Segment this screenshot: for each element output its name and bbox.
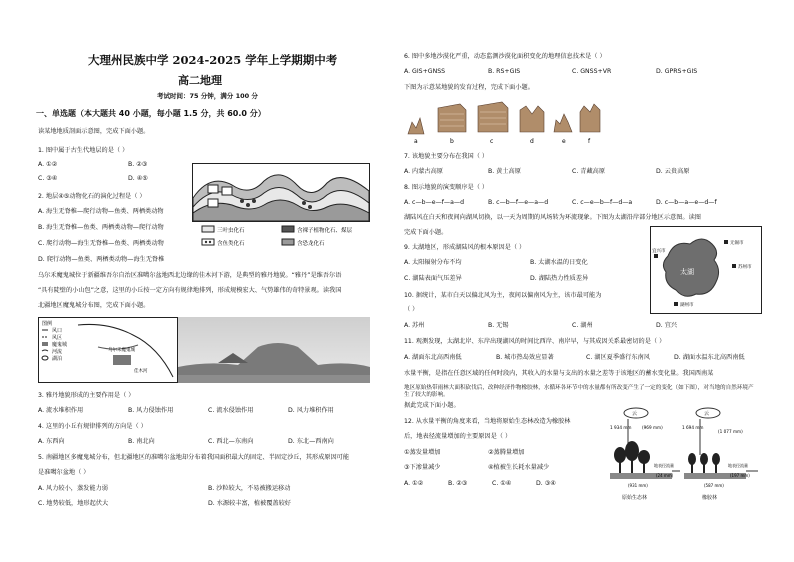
q8-stem: 8. 图示地貌的演变顺序是（ ） <box>404 184 489 191</box>
q11-option-c[interactable]: C. 湖区夏季盛行东南风 <box>586 354 650 361</box>
fig5-axis-left: 地表径流量 <box>654 463 674 468</box>
q10-option-c[interactable]: C. 湖州 <box>572 322 593 329</box>
section-title: 一、单选题（本大题共 40 小题，每小题 1.5 分，共 60.0 分） <box>36 109 266 118</box>
passage3-line-2: 完成下面小题。 <box>404 229 448 236</box>
q4-option-d[interactable]: D. 东北—西南向 <box>288 438 334 445</box>
q9-option-b[interactable]: B. 太湖水温的日变化 <box>530 259 588 266</box>
q3-stem: 3. 雅丹地貌形成的主要作用是（ ） <box>38 392 135 399</box>
exam-info: 考试时间：75 分钟，满分 100 分 <box>157 92 258 100</box>
yardang-photo <box>178 317 370 383</box>
fig3-label-c: c <box>490 138 494 145</box>
fig5-caption-right: 橡胶林 <box>702 495 718 501</box>
fig5-ground-right: (587 mm) <box>704 483 724 488</box>
q12-statement-4: ④植被生长耗水量减少 <box>488 464 550 471</box>
fig5-axis-right: 地表径流量 <box>728 463 748 468</box>
q12-stem: 12. 从水量平衡的角度来看，当地将原始生态林改造为橡胶林 <box>404 418 571 425</box>
q12-statement-1: ①蒸发量增加 <box>404 449 441 456</box>
q1-option-a[interactable]: A. ①② <box>38 161 58 168</box>
q10-stem: 10. 据统计，某市白天以偏北风为主，夜间以偏南风为主，该市最可能为 <box>404 292 602 299</box>
fig5-ground-left: (931 mm) <box>628 483 648 488</box>
landform-evolution-figure <box>404 98 604 146</box>
q2-stem: 2. 地层④⑤动物化石的演化过程是（ ） <box>38 193 146 200</box>
fig5-precip-right: 1 694 mm <box>682 425 704 430</box>
mogui-city-map <box>38 317 178 383</box>
q6-option-d[interactable]: D. GPRS+GIS <box>656 68 698 75</box>
fig2-legend-4: 湖泊 <box>52 356 63 362</box>
q9-option-d[interactable]: D. 湖陆热力性质差异 <box>530 275 589 282</box>
q5-option-a[interactable]: A. 风力较小，蒸发能力弱 <box>38 485 108 492</box>
q7-option-b[interactable]: B. 黄土高原 <box>488 168 521 175</box>
fig1-legend-3: 含恐龙化石 <box>297 241 325 247</box>
q10-option-b[interactable]: B. 无锡 <box>488 322 509 329</box>
q3-option-b[interactable]: B. 风力侵蚀作用 <box>128 407 174 414</box>
fig2-legend-1: 风区 <box>52 335 63 341</box>
exam-subtitle: 高二地理 <box>178 74 222 87</box>
fig1-legend-2: 含鱼类化石 <box>217 241 245 247</box>
q2-option-c[interactable]: C. 爬行动物—海生无脊椎—鱼类、两栖类动物 <box>38 240 164 247</box>
geological-section-figure <box>192 163 370 251</box>
q8-option-d[interactable]: D. c—b—a—e—d—f <box>656 199 717 206</box>
q7-option-a[interactable]: A. 内蒙古高原 <box>404 168 443 175</box>
q5-stem: 5. 南疆地区多魔鬼城分布，但北疆地区的准噶尔盆地却分布着我国面积最大的固定、半固定沙丘，其形成原因可能 <box>38 454 350 461</box>
q5-option-b[interactable]: B. 沙粒较大，不易被搬运移动 <box>208 485 291 492</box>
q3-option-c[interactable]: C. 流水侵蚀作用 <box>208 407 254 414</box>
q9-option-a[interactable]: A. 太阳辐射分布不均 <box>404 259 462 266</box>
fig2-legend-0: 风口 <box>52 328 63 334</box>
fig4-city-yixing: 宜兴市 <box>652 249 666 254</box>
fig3-label-e: e <box>562 138 566 145</box>
fig3-label-b: b <box>450 138 454 145</box>
q4-stem: 4. 这里的小丘有规律排列的方向是（ ） <box>38 423 147 430</box>
q6-stem: 6. 图中多地沙漠化严重，动态监测沙漠化面积变化的地理信息技术是（ ） <box>404 53 606 60</box>
q6-option-c[interactable]: C. GNSS+VR <box>572 68 612 75</box>
passage2-line-1: 乌尔禾魔鬼城位于新疆维吾尔自治区准噶尔盆地西北边缘的佳木河下游，是典型的雅丹地貌。“雅丹”是维吾尔语 <box>38 272 342 279</box>
q2-option-a[interactable]: A. 海生无脊椎—爬行动物—鱼类、两栖类动物 <box>38 208 164 215</box>
q6-note: 下图为示意某地貌的发育过程，完成下面小题。 <box>404 84 534 91</box>
fig5-surface-right: (197 mm) <box>730 473 750 478</box>
q10-option-a[interactable]: A. 苏州 <box>404 322 425 329</box>
q12-option-c[interactable]: C. ①④ <box>492 480 512 487</box>
q7-option-d[interactable]: D. 云贵高原 <box>656 168 690 175</box>
q11-option-d[interactable]: D. 湖面水温东北高西南低 <box>674 354 745 361</box>
q5-stem-2: 是准噶尔盆地（ ） <box>38 469 90 476</box>
fig5-caption-left: 原始生态林 <box>622 495 648 501</box>
q1-stem: 1. 图中属于古生代地层的是（ ） <box>38 147 129 154</box>
passage4-line-1: 水量平衡，是指在任意区域的任何时段内，其收入的水量与支出的水量之差等于该地区的蓄水变化量。我国西南某 <box>404 370 714 377</box>
fig2-legend-2: 魔鬼城 <box>52 342 68 348</box>
fig4-city-wuxi: 无锡市 <box>730 241 744 246</box>
q4-option-b[interactable]: B. 南北向 <box>128 438 155 445</box>
fig5-evap-left: (969 mm) <box>642 425 663 430</box>
q3-option-d[interactable]: D. 风力堆积作用 <box>288 407 334 414</box>
fig1-legend-0: 三叶虫化石 <box>217 228 245 234</box>
q8-option-b[interactable]: B. c—b—f—e—a—d <box>488 199 549 206</box>
q6-option-a[interactable]: A. GIS+GNSS <box>404 68 446 75</box>
q10-stem-2: （ ） <box>404 306 419 313</box>
passage4-line-3: 据此完成下面小题。 <box>404 402 460 409</box>
fig5-cloud-right: 云 <box>704 411 710 417</box>
q1-option-c[interactable]: C. ③④ <box>38 175 58 182</box>
q12-statement-2: ②蒸腾量增加 <box>488 449 525 456</box>
svg-text:图例: 图例 <box>42 321 53 327</box>
q3-option-a[interactable]: A. 流水堆积作用 <box>38 407 84 414</box>
fig2-river-label: 佳木河 <box>134 369 148 374</box>
section-intro: 读某地地质剖面示意图，完成下面小题。 <box>38 128 150 135</box>
q9-stem: 9. 太湖地区，形成湖陆风的根本原因是（ ） <box>404 244 526 251</box>
q4-option-c[interactable]: C. 西北—东南向 <box>208 438 254 445</box>
passage2-line-3: 北疆地区魔鬼城分布图，完成下面小题。 <box>38 302 150 309</box>
passage4-line-2: 地区原始热带雨林大面积砍伐后，改种经济作物橡胶林，水循环各环节中的水量都有所改变产生了一定的变化（如下图），对当地的自然环境产生了较大的影响。 <box>404 385 754 398</box>
q7-stem: 7. 该地貌主要分布在我国（ ） <box>404 153 489 160</box>
q11-stem: 11. 观测发现，太湖北岸、东岸出现湖风的时间比西岸、南岸早，与其成因关系最密切的是（ ） <box>404 338 666 345</box>
fig5-surface-left: (24 mm) <box>656 473 674 478</box>
q12-option-a[interactable]: A. ①② <box>404 480 424 487</box>
q8-option-c[interactable]: C. c—e—b—f—d—a <box>572 199 633 206</box>
q8-option-a[interactable]: A. c—b—e—f—a—d <box>404 199 465 206</box>
passage2-line-2: “具有陡壁的小山包”之意，这里的小丘按一定方向有规律地排列，形成规模宏大、气势雄伟的奇特景观。读我国 <box>38 287 342 294</box>
fig4-city-suzhou: 苏州市 <box>738 265 752 270</box>
fig3-label-f: f <box>588 138 591 145</box>
q12-option-b[interactable]: B. ②③ <box>448 480 468 487</box>
fig1-legend-1: 含裸子植物化石、煤层 <box>297 228 353 234</box>
q12-statement-3: ③下渗量减少 <box>404 464 441 471</box>
q12-option-d[interactable]: D. ③④ <box>536 480 556 487</box>
q5-option-c[interactable]: C. 地势较低，地形起伏大 <box>38 500 109 507</box>
q10-option-d[interactable]: D. 宜兴 <box>656 322 678 329</box>
passage3-line-1: 湖陆风在白天和夜间向湖风切换，以一天为周期的风场转为环流现象。下图为太湖沿岸部分地区示意图。读图 <box>404 214 701 221</box>
q11-option-a[interactable]: A. 湖面东北高西南低 <box>404 354 462 361</box>
taihu-map <box>650 226 762 314</box>
fig4-lake-label: 太湖 <box>680 268 694 276</box>
fig4-city-huzhou: 湖州市 <box>680 303 694 308</box>
q12-stem-2: 后，地表径流量增加的主要原因是（ ） <box>404 433 512 440</box>
exam-title: 大理州民族中学 2024-2025 学年上学期期中考 <box>88 53 338 67</box>
q6-option-b[interactable]: B. RS+GIS <box>488 68 521 75</box>
q1-option-b[interactable]: B. ②③ <box>128 161 148 168</box>
q11-option-b[interactable]: B. 城市热岛效应显著 <box>496 354 554 361</box>
water-balance-figure <box>608 405 762 503</box>
fig5-evap-right: (1 077 mm) <box>718 429 743 434</box>
q1-option-d[interactable]: D. ④⑤ <box>128 175 148 182</box>
q4-option-a[interactable]: A. 东西向 <box>38 438 65 445</box>
fig5-precip-left: 1 934 mm <box>610 425 632 430</box>
fig3-label-d: d <box>530 138 534 145</box>
q2-option-b[interactable]: B. 海生无脊椎—鱼类、两栖类动物—爬行动物 <box>38 224 164 231</box>
fig2-legend-3: 河流 <box>52 349 63 355</box>
q9-option-c[interactable]: C. 湖陆表面气压差异 <box>404 275 462 282</box>
fig3-label-a: a <box>414 138 418 145</box>
fig5-cloud-left: 云 <box>632 411 638 417</box>
q7-option-c[interactable]: C. 青藏高原 <box>572 168 606 175</box>
fig2-place-label: 乌尔禾魔鬼城 <box>108 348 135 353</box>
q2-option-d[interactable]: D. 爬行动物—鱼类、两栖类动物—海生无脊椎 <box>38 256 165 263</box>
q5-option-d[interactable]: D. 水源较丰富，植被覆盖较好 <box>208 500 291 507</box>
